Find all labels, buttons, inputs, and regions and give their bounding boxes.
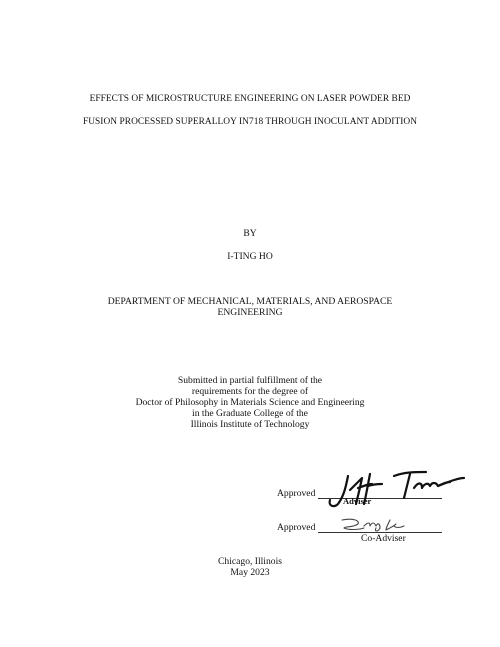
adviser-signature-icon [318, 468, 468, 508]
department-line-1: DEPARTMENT OF MECHANICAL, MATERIALS, AND AEROSPACE [107, 296, 393, 307]
submission-line-5: Illinois Institute of Technology [190, 419, 310, 430]
department-line-2: ENGINEERING [217, 307, 283, 318]
by-label: BY [243, 228, 257, 239]
submission-line-4: in the Graduate College of the [192, 408, 308, 419]
location: Chicago, Illinois [218, 556, 282, 567]
approved-label: Approved [277, 522, 316, 533]
date: May 2023 [230, 567, 270, 578]
thesis-title-line-1: EFFECTS OF MICROSTRUCTURE ENGINEERING ON LASER POWDER BED [89, 94, 411, 104]
thesis-title-line-2: FUSION PROCESSED SUPERALLOY IN718 THROUGH INOCULANT ADDITION [82, 117, 418, 127]
submission-line-1: Submitted in partial fulfillment of the [177, 375, 323, 386]
submission-line-2: requirements for the degree of [191, 386, 309, 397]
submission-line-3: Doctor of Philosophy in Materials Science and Engineering [135, 397, 365, 408]
approved-label: Approved [277, 488, 316, 499]
adviser-role-label: Adviser [343, 496, 372, 506]
co-adviser-signature-icon [338, 516, 408, 534]
author-name: I-TING HO [227, 251, 273, 262]
co-adviser-role-label: Co-Adviser [361, 533, 406, 544]
